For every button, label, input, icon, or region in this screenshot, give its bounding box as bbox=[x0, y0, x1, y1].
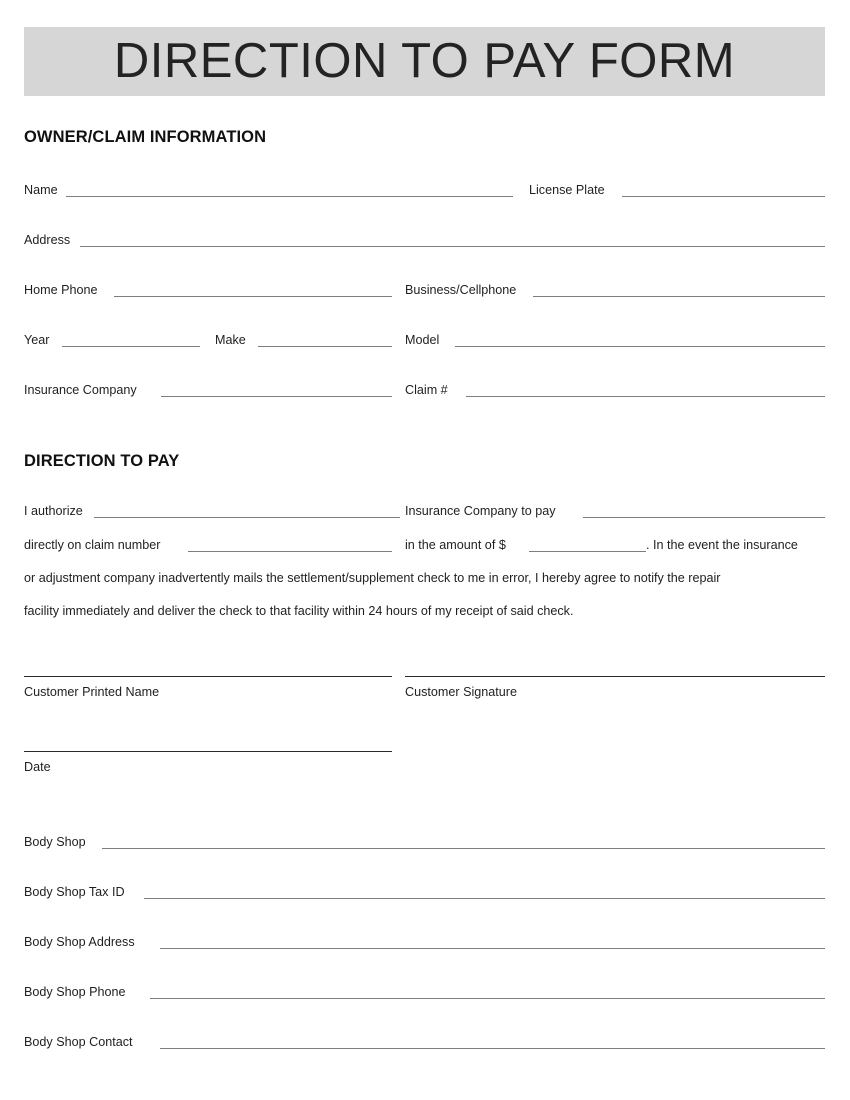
label-model: Model bbox=[405, 333, 440, 347]
input-payee[interactable] bbox=[583, 517, 825, 518]
label-customer-printed-name: Customer Printed Name bbox=[24, 685, 160, 699]
input-claim-number-authorization[interactable] bbox=[188, 551, 392, 552]
input-authorized-party[interactable] bbox=[94, 517, 400, 518]
label-body-shop-tax-id: Body Shop Tax ID bbox=[24, 885, 125, 899]
field-row-body-shop bbox=[0, 832, 850, 852]
label-body-shop-contact: Body Shop Contact bbox=[24, 1035, 133, 1049]
page-title: DIRECTION TO PAY FORM bbox=[113, 34, 736, 88]
input-body-shop-address[interactable] bbox=[160, 948, 825, 949]
input-body-shop-phone[interactable] bbox=[150, 998, 825, 999]
field-row-claim-amount bbox=[0, 535, 850, 555]
field-row-vehicle bbox=[0, 330, 850, 350]
field-row-body-shop-address bbox=[0, 932, 850, 952]
input-insurance-company[interactable] bbox=[161, 396, 392, 397]
field-row-authorize bbox=[0, 501, 850, 521]
label-year: Year bbox=[24, 333, 50, 347]
form-title-banner bbox=[24, 27, 825, 96]
section-heading-direction-to-pay: DIRECTION TO PAY bbox=[24, 452, 180, 470]
input-amount[interactable] bbox=[529, 551, 646, 552]
label-business-cellphone: Business/Cellphone bbox=[405, 283, 517, 297]
field-row-body-shop-tax-id bbox=[0, 882, 850, 902]
label-license-plate: License Plate bbox=[529, 183, 605, 197]
input-address[interactable] bbox=[80, 246, 825, 247]
input-make[interactable] bbox=[258, 346, 392, 347]
label-body-shop: Body Shop bbox=[24, 835, 86, 849]
label-in-the-event-tail: . In the event the insurance bbox=[646, 538, 798, 552]
label-body-shop-phone: Body Shop Phone bbox=[24, 985, 126, 999]
input-date[interactable] bbox=[24, 751, 392, 752]
field-row-phones bbox=[0, 280, 850, 300]
input-body-shop[interactable] bbox=[102, 848, 825, 849]
input-model[interactable] bbox=[455, 346, 825, 347]
label-in-the-amount-of: in the amount of $ bbox=[405, 538, 506, 552]
label-name: Name bbox=[24, 183, 58, 197]
label-claim-number: Claim # bbox=[405, 383, 448, 397]
authorization-paragraph-line-3: or adjustment company inadvertently mails the settlement/supplement check to me in error, I hereby agree to notify the repair bbox=[24, 571, 721, 585]
label-insurance-company: Insurance Company bbox=[24, 383, 137, 397]
input-customer-printed-name[interactable] bbox=[24, 676, 392, 677]
field-row-body-shop-phone bbox=[0, 982, 850, 1002]
field-row-insurance bbox=[0, 380, 850, 400]
input-year[interactable] bbox=[62, 346, 200, 347]
label-date: Date bbox=[24, 760, 51, 774]
label-body-shop-address: Body Shop Address bbox=[24, 935, 135, 949]
input-customer-signature[interactable] bbox=[405, 676, 825, 677]
field-row-name bbox=[0, 180, 850, 200]
label-directly-on-claim-number: directly on claim number bbox=[24, 538, 161, 552]
label-customer-signature: Customer Signature bbox=[405, 685, 517, 699]
authorization-paragraph-line-4: facility immediately and deliver the check to that facility within 24 hours of my receipt of said check. bbox=[24, 604, 574, 618]
input-name[interactable] bbox=[66, 196, 513, 197]
label-address: Address bbox=[24, 233, 71, 247]
field-row-body-shop-contact bbox=[0, 1032, 850, 1052]
input-home-phone[interactable] bbox=[114, 296, 392, 297]
label-make: Make bbox=[215, 333, 246, 347]
field-row-address bbox=[0, 230, 850, 250]
input-business-cellphone[interactable] bbox=[533, 296, 825, 297]
label-i-authorize: I authorize bbox=[24, 504, 83, 518]
input-body-shop-contact[interactable] bbox=[160, 1048, 825, 1049]
label-home-phone: Home Phone bbox=[24, 283, 98, 297]
section-heading-owner-claim-information: OWNER/CLAIM INFORMATION bbox=[24, 128, 267, 146]
input-body-shop-tax-id[interactable] bbox=[144, 898, 825, 899]
input-claim-number[interactable] bbox=[466, 396, 825, 397]
label-insurance-company-to-pay: Insurance Company to pay bbox=[405, 504, 556, 518]
input-license-plate[interactable] bbox=[622, 196, 825, 197]
